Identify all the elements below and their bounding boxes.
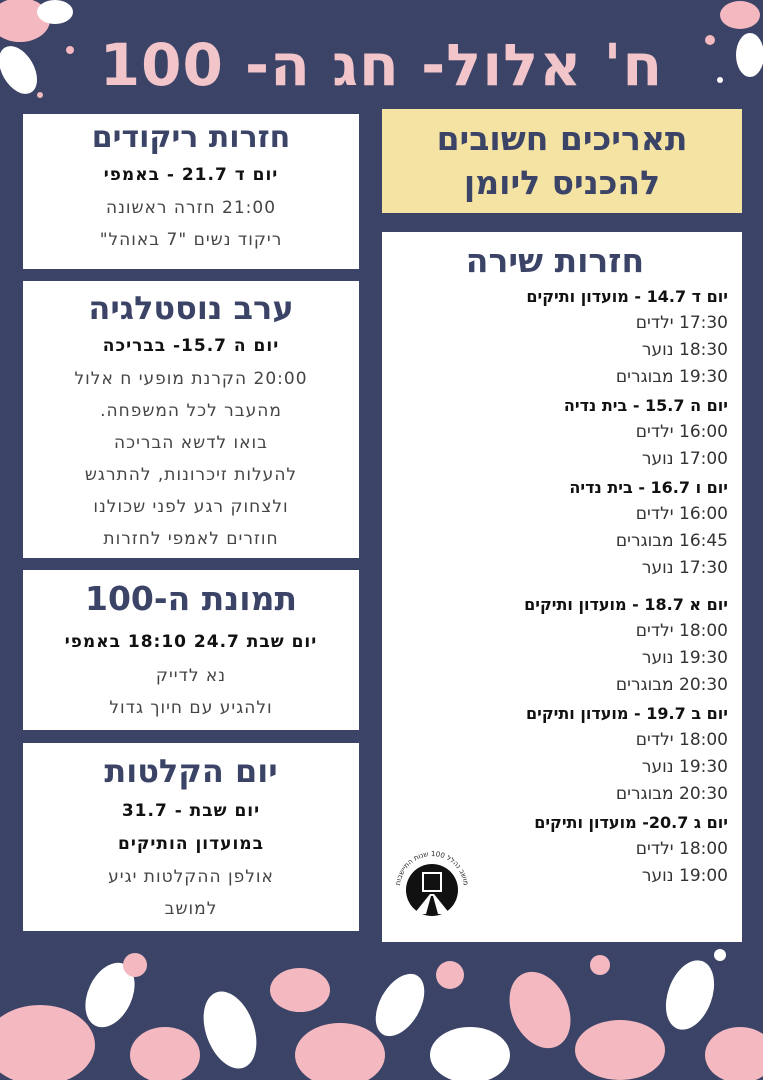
day-title: יום ה 15.7 - בית נדיה bbox=[563, 396, 728, 415]
dance-line-2: ריקוד נשים "7 באוהל" bbox=[99, 230, 283, 250]
time-slot: 18:30 נוער bbox=[641, 340, 728, 360]
nostalgia-line: מהעבר לכל המשפחה. bbox=[100, 401, 282, 421]
day-title: יום ב 19.7 - מועדון ותיקים bbox=[526, 704, 728, 723]
time-slot: 19:30 מבוגרים bbox=[615, 367, 728, 387]
photo-line-2: ולהגיע עם חיוך גדול bbox=[109, 698, 273, 718]
page-title: ח' אלול- חג ה- 100 bbox=[99, 31, 664, 99]
dance-date: יום ד 21.7 - באמפי bbox=[103, 165, 279, 185]
day-block bbox=[382, 592, 728, 699]
recordings-line-1: אולפן ההקלטות יגיע bbox=[108, 867, 274, 887]
time-slot: 18:00 ילדים bbox=[635, 730, 728, 750]
recordings-line-2: למושב bbox=[164, 899, 218, 919]
song-rehearsals-card bbox=[382, 232, 742, 942]
nostalgia-line: להעלות זיכרונות, להתרגש bbox=[84, 465, 298, 485]
day-title: יום א 18.7 - מועדון ותיקים bbox=[524, 595, 728, 614]
photo-card bbox=[23, 570, 359, 730]
time-slot: 16:00 ילדים bbox=[635, 422, 728, 442]
day-block bbox=[382, 701, 728, 808]
nostalgia-line: חוזרים לאמפי לחזרות bbox=[103, 529, 279, 549]
flower-decoration-bottom bbox=[0, 935, 763, 1080]
nostalgia-date: יום ה 15.7- בבריכה bbox=[102, 336, 280, 356]
day-title: יום ג 20.7- מועדון ותיקים bbox=[534, 813, 728, 832]
dance-line-1: 21:00 חזרה ראשונה bbox=[105, 198, 277, 218]
banner-line-2: להכניס ליומן bbox=[463, 163, 661, 202]
photo-heading: תמונת ה-100 bbox=[85, 579, 297, 618]
day-block bbox=[382, 393, 728, 473]
nahalal-100-logo bbox=[386, 838, 478, 930]
dance-rehearsals-heading: חזרות ריקודים bbox=[91, 120, 291, 155]
time-slot: 17:30 ילדים bbox=[635, 313, 728, 333]
important-dates-banner bbox=[382, 109, 742, 213]
nostalgia-card bbox=[23, 281, 359, 558]
dance-rehearsals-card bbox=[23, 114, 359, 269]
day-block bbox=[382, 284, 728, 391]
day-block bbox=[382, 475, 728, 582]
recordings-place: במועדון הותיקים bbox=[118, 834, 264, 854]
nostalgia-line: ולצחוק רגע לפני שכולנו bbox=[93, 497, 289, 517]
day-title: יום ו 16.7 - בית נדיה bbox=[569, 478, 728, 497]
nostalgia-line: בואו לדשא הבריכה bbox=[113, 433, 269, 453]
time-slot: 19:30 נוער bbox=[641, 757, 728, 777]
recordings-date: יום שבת - 31.7 bbox=[121, 801, 261, 821]
time-slot: 16:45 מבוגרים bbox=[615, 531, 728, 551]
time-slot: 20:30 מבוגרים bbox=[615, 675, 728, 695]
time-slot: 20:30 מבוגרים bbox=[615, 784, 728, 804]
photo-date: יום שבת 24.7 18:10 באמפי bbox=[64, 632, 318, 652]
time-slot: 18:00 ילדים bbox=[635, 621, 728, 641]
time-slot: 16:00 ילדים bbox=[635, 504, 728, 524]
logo-text: מושב נהלל 100 שנות התיישבות bbox=[394, 849, 470, 886]
recordings-heading: יום הקלטות bbox=[104, 752, 278, 790]
time-slot: 19:00 נוער bbox=[641, 866, 728, 886]
banner-line-1: תאריכים חשובים bbox=[436, 119, 688, 158]
recordings-card bbox=[23, 743, 359, 931]
time-slot: 18:00 ילדים bbox=[635, 839, 728, 859]
photo-line-1: נא לדייק bbox=[155, 666, 227, 686]
time-slot: 19:30 נוער bbox=[641, 648, 728, 668]
time-slot: 17:00 נוער bbox=[641, 449, 728, 469]
nostalgia-heading: ערב נוסטלגיה bbox=[88, 289, 294, 327]
nostalgia-line: 20:00 הקרנת מופעי ח אלול bbox=[74, 369, 308, 389]
song-rehearsals-heading: חזרות שירה bbox=[465, 241, 645, 280]
time-slot: 17:30 נוער bbox=[641, 558, 728, 578]
day-title: יום ד 14.7 - מועדון ותיקים bbox=[526, 287, 728, 306]
